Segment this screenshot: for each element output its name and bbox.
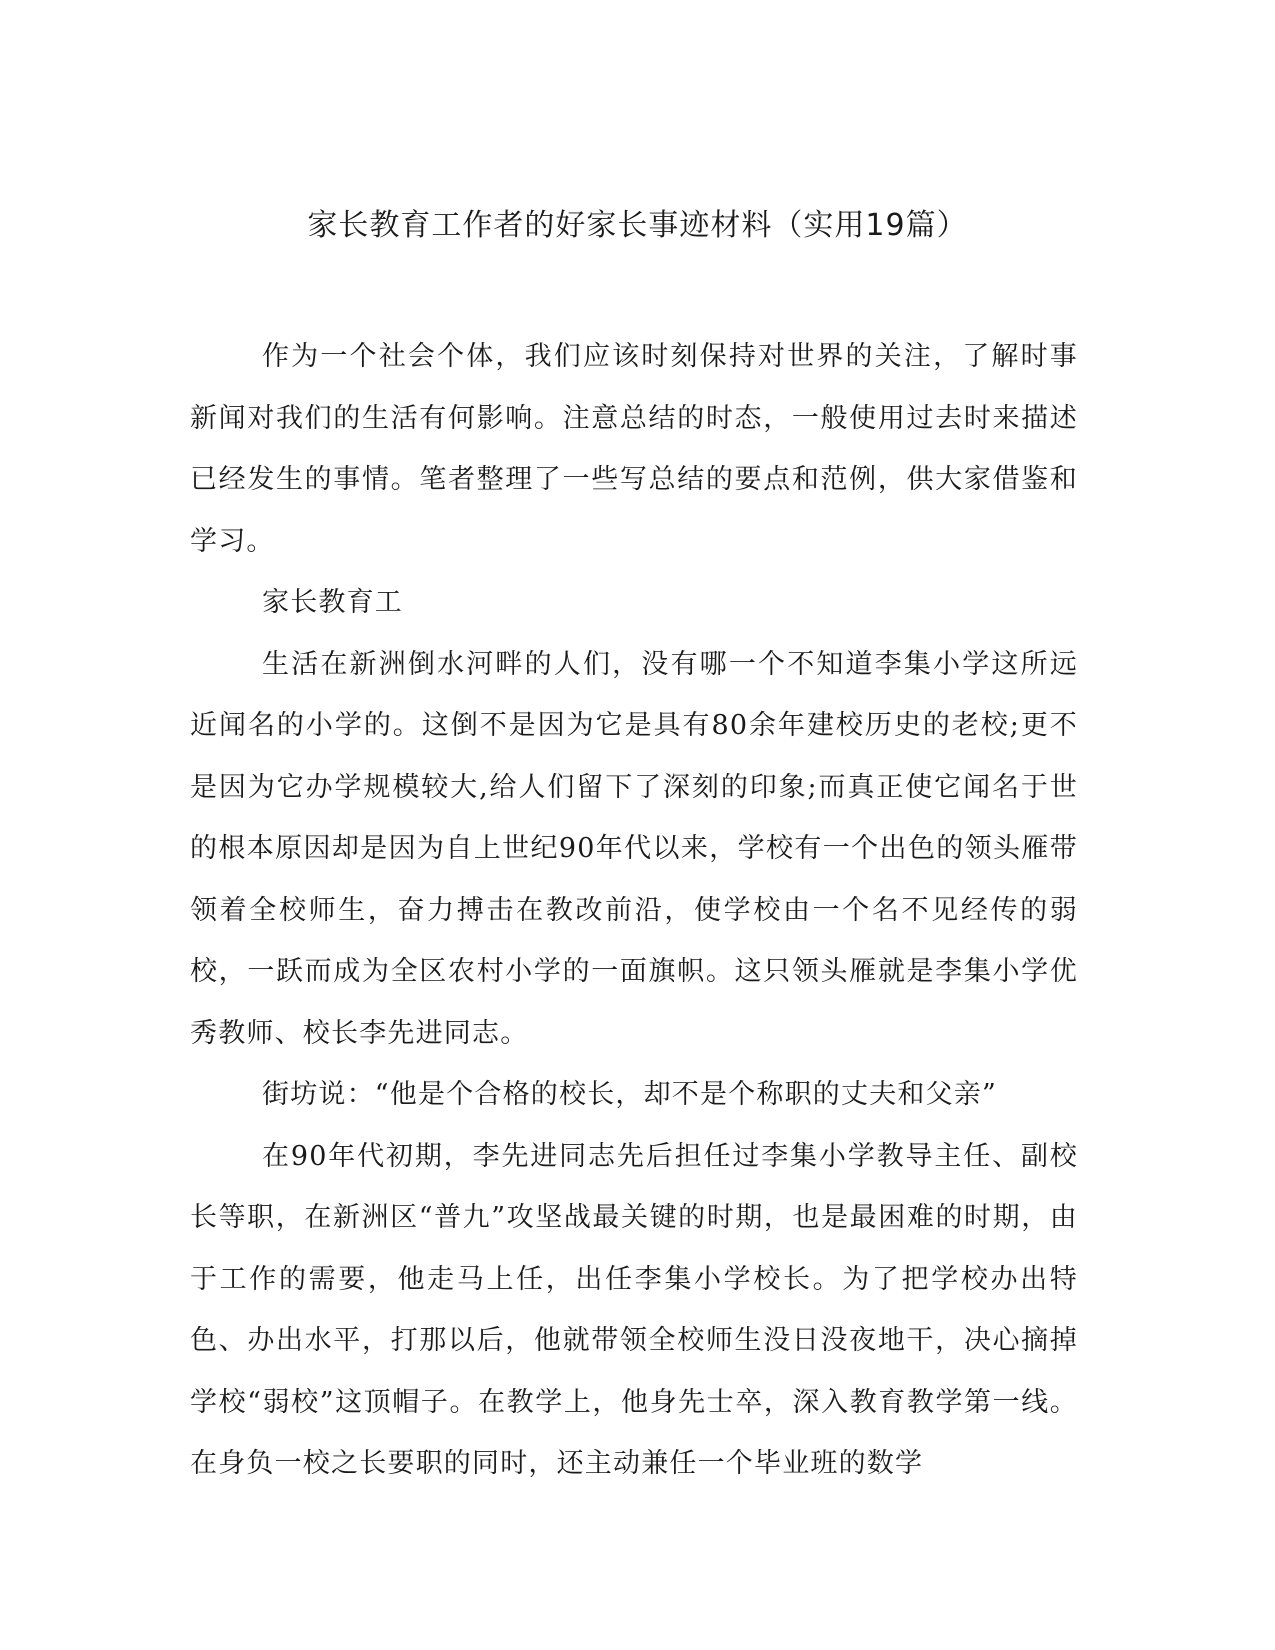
paragraph-school-story: 生活在新洲倒水河畔的人们，没有哪一个不知道李集小学这所远近闻名的小学的。这倒不是因为它是具有80余年建校历史的老校;更不是因为它办学规模较大,给人们留下了深刻的印象;而真正使它闻名于世的根本原因却是因为自上世纪90年代以来，学校有一个出色的领头雁带领着全校师生，奋力搏击在教改前沿，使学校由一个名不见经传的弱校，一跃而成为全区农村小学的一面旗帜。这只领头雁就是李集小学优秀教师、校长李先进同志。 (190, 648, 1078, 1049)
paragraph-early-90s: 在90年代初期，李先进同志先后担任过李集小学教导主任、副校长等职，在新洲区“普九”攻坚战最关键的时期，也是最困难的时期，由于工作的需要，他走马上任，出任李集小学校长。为了把学校办出特色、办出水平，打那以后，他就带领全校师生没日没夜地干，决心摘掉学校“弱校”这顶帽子。在教学上，他身先士卒，深入教育教学第一线。在身负一校之长要职的同时，还主动兼任一个毕业班的数学 (190, 1140, 1078, 1479)
document-title: 家长教育工作者的好家长事迹材料（实用19篇） (307, 208, 968, 243)
document-body (190, 326, 1078, 1495)
paragraph-intro: 作为一个社会个体，我们应该时刻保持对世界的关注，了解时事新闻对我们的生活有何影响。注意总结的时态，一般使用过去时来描述已经发生的事情。笔者整理了一些写总结的要点和范例，供大家借鉴和学习。 (190, 341, 1078, 557)
paragraph-section-heading: 家长教育工 (262, 587, 403, 618)
paragraph-neighbors-quote: 街坊说：“他是个合格的校长，却不是个称职的丈夫和父亲” (262, 1079, 998, 1110)
